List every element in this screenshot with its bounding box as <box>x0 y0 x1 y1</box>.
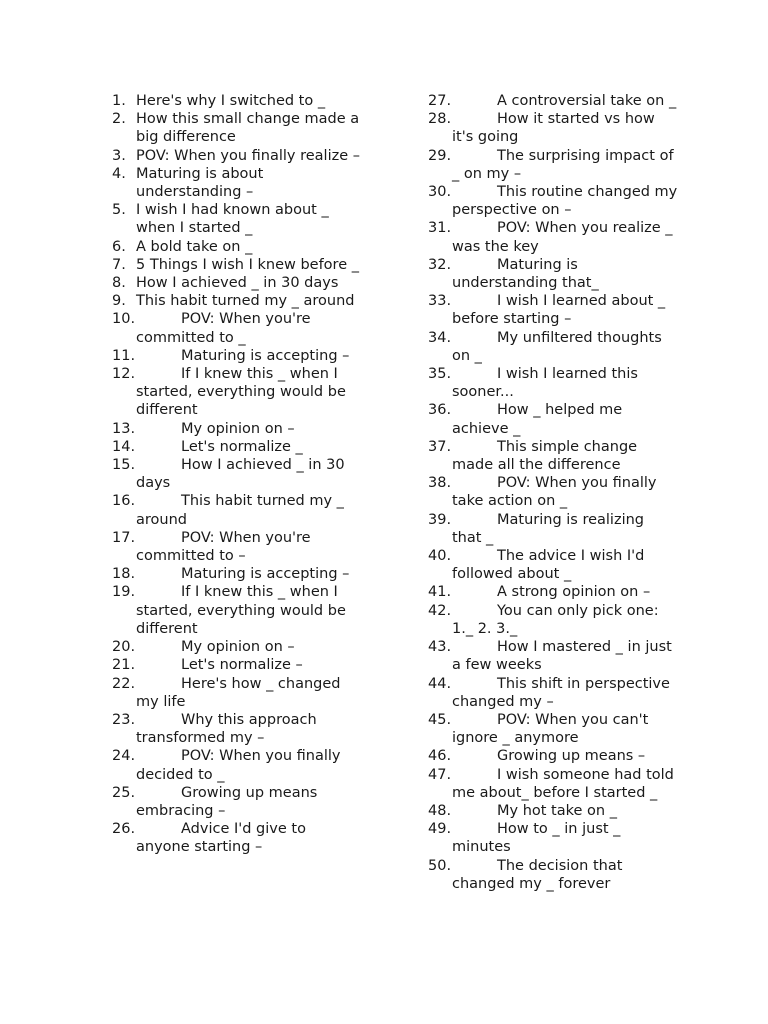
list-item <box>112 820 360 856</box>
list-item-number: 23. <box>112 711 136 728</box>
list-item-number: 29. <box>428 147 452 164</box>
list-item <box>428 329 678 365</box>
right-column-list <box>428 92 678 893</box>
list-item <box>112 310 360 346</box>
list-item-number: 50. <box>428 857 452 874</box>
list-item <box>112 492 360 528</box>
list-item-text: Advice I'd give to anyone starting – <box>136 821 306 856</box>
list-item-number: 13. <box>112 420 136 437</box>
list-item <box>112 456 360 492</box>
list-item-number: 22. <box>112 675 136 692</box>
list-item-number: 7. <box>112 256 126 273</box>
list-item-text: POV: When you finally decided to _ <box>136 748 341 783</box>
list-item-number: 39. <box>428 511 452 528</box>
list-item-text: I wish I had known about _ when I started _ <box>136 202 329 237</box>
list-item-number: 12. <box>112 366 136 383</box>
list-item-number: 3. <box>112 147 126 164</box>
list-item <box>428 110 678 146</box>
list-item <box>112 656 360 674</box>
list-item <box>428 92 678 110</box>
list-item-number: 30. <box>428 184 452 201</box>
list-item <box>112 565 360 583</box>
list-item <box>428 438 678 474</box>
list-item-number: 20. <box>112 639 136 656</box>
list-item-number: 21. <box>112 657 136 674</box>
list-item <box>112 675 360 711</box>
list-item-number: 34. <box>428 329 452 346</box>
list-item <box>428 802 678 820</box>
list-item-number: 37. <box>428 438 452 455</box>
list-item-text: Growing up means – <box>497 748 646 765</box>
list-item-number: 31. <box>428 220 452 237</box>
list-item-number: 44. <box>428 675 452 692</box>
list-item-text: I wish I learned this sooner... <box>452 366 638 401</box>
list-item-text: POV: When you finally take action on _ <box>452 475 657 510</box>
list-item-text: Here's how _ changed my life <box>136 675 341 710</box>
list-item-text: Maturing is accepting – <box>181 347 350 364</box>
list-item <box>112 110 360 146</box>
list-item <box>428 401 678 437</box>
list-item <box>112 201 360 237</box>
list-item <box>112 529 360 565</box>
list-item-number: 9. <box>112 293 126 310</box>
list-item-text: How I achieved _ in 30 days <box>136 275 339 292</box>
list-item-text: If I knew this _ when I started, everything would be different <box>136 366 346 419</box>
list-item-text: How this small change made a big difference <box>136 111 360 146</box>
list-item <box>112 420 360 438</box>
list-item <box>428 474 678 510</box>
list-item-text: POV: When you can't ignore _ anymore <box>452 711 649 747</box>
list-item-text: POV: When you're committed to _ <box>136 311 311 346</box>
list-item-number: 28. <box>428 111 452 128</box>
list-item-number: 38. <box>428 475 452 492</box>
list-item-number: 35. <box>428 366 452 383</box>
list-item <box>428 675 678 711</box>
list-item-text: This habit turned my _ around <box>136 493 344 528</box>
list-item-text: Maturing is about understanding – <box>136 165 264 201</box>
list-item <box>428 583 678 601</box>
list-item-text: My opinion on – <box>181 639 295 656</box>
list-item-text: Maturing is realizing that _ <box>452 511 644 546</box>
list-item <box>112 256 360 274</box>
list-item-number: 2. <box>112 111 126 128</box>
list-item-number: 48. <box>428 802 452 819</box>
list-item <box>428 857 678 893</box>
list-item-text: Here's why I switched to _ <box>136 93 326 109</box>
list-item-text: How I mastered _ in just a few weeks <box>452 639 672 674</box>
list-item-text: My opinion on – <box>181 420 295 437</box>
list-item <box>428 219 678 255</box>
list-item-number: 27. <box>428 93 452 109</box>
list-item <box>428 256 678 292</box>
list-item-number: 11. <box>112 347 136 364</box>
list-item-text: Growing up means embracing – <box>136 784 318 819</box>
list-item <box>428 602 678 638</box>
list-item-text: 5 Things I wish I knew before _ <box>136 256 359 273</box>
list-item-number: 47. <box>428 766 452 783</box>
list-item-number: 45. <box>428 711 452 728</box>
list-item <box>428 147 678 183</box>
list-item-text: POV: When you realize _ was the key <box>452 220 673 255</box>
list-item <box>112 238 360 256</box>
list-item-number: 33. <box>428 293 452 310</box>
list-item-text: I wish I learned about _ before starting – <box>452 293 666 328</box>
list-item-number: 16. <box>112 493 136 510</box>
list-item-text: The advice I wish I'd followed about _ <box>452 548 645 583</box>
list-item-text: Let's normalize – <box>181 657 303 674</box>
list-item-number: 4. <box>112 165 126 182</box>
list-item <box>112 365 360 420</box>
list-item-text: This routine changed my perspective on – <box>452 184 678 219</box>
list-item-number: 18. <box>112 566 136 583</box>
list-item-number: 8. <box>112 275 126 292</box>
list-item <box>428 511 678 547</box>
list-item-text: A bold take on _ <box>136 238 253 255</box>
list-item <box>112 347 360 365</box>
list-item-text: Let's normalize _ <box>181 438 303 455</box>
list-item-number: 36. <box>428 402 452 419</box>
list-item-text: You can only pick one: 1._ 2. 3._ <box>452 602 659 637</box>
list-item-text: The surprising impact of _ on my – <box>452 147 674 182</box>
list-item-number: 5. <box>112 202 126 219</box>
list-item <box>112 274 360 292</box>
list-item <box>428 711 678 747</box>
list-item-number: 14. <box>112 438 136 455</box>
list-item-text: This shift in perspective changed my – <box>452 675 670 710</box>
list-item-number: 46. <box>428 748 452 765</box>
list-item-text: My unfiltered thoughts on _ <box>452 329 662 364</box>
list-item-number: 26. <box>112 821 136 838</box>
list-item <box>428 292 678 328</box>
list-item-number: 17. <box>112 529 136 546</box>
list-item <box>112 784 360 820</box>
list-item-text: Maturing is understanding that_ <box>452 256 599 292</box>
list-item-number: 42. <box>428 602 452 619</box>
list-item <box>428 820 678 856</box>
left-column-list <box>112 92 360 857</box>
list-item <box>112 292 360 310</box>
list-item-number: 49. <box>428 821 452 838</box>
list-item-text: A strong opinion on – <box>497 584 651 601</box>
list-item-number: 40. <box>428 548 452 565</box>
list-item-text: This habit turned my _ around <box>136 293 355 310</box>
list-item-text: I wish someone had told me about_ before I started _ <box>452 766 674 801</box>
list-item-number: 10. <box>112 311 136 328</box>
list-item-text: My hot take on _ <box>497 802 617 819</box>
list-item-number: 15. <box>112 457 136 474</box>
list-item <box>428 638 678 674</box>
list-item-number: 43. <box>428 639 452 656</box>
list-item-text: A controversial take on _ <box>497 93 677 109</box>
list-item-number: 25. <box>112 784 136 801</box>
list-item <box>112 583 360 638</box>
list-item-number: 41. <box>428 584 452 601</box>
list-item-text: How I achieved _ in 30 days <box>136 457 345 492</box>
list-item <box>112 165 360 201</box>
list-item <box>112 747 360 783</box>
list-item-text: This simple change made all the difference <box>452 438 638 474</box>
list-item-text: The decision that changed my _ forever <box>452 857 623 892</box>
list-item <box>428 365 678 401</box>
list-item <box>112 147 360 165</box>
list-item <box>112 638 360 656</box>
list-item-number: 6. <box>112 238 126 255</box>
list-item-text: Why this approach transformed my – <box>136 711 317 747</box>
list-item <box>112 438 360 456</box>
list-item-number: 1. <box>112 93 126 109</box>
list-item-number: 24. <box>112 748 136 765</box>
list-item-text: How to _ in just _ minutes <box>452 821 621 856</box>
list-item-text: POV: When you're committed to – <box>136 529 311 565</box>
list-item-number: 32. <box>428 256 452 273</box>
list-item <box>428 183 678 219</box>
list-item <box>112 711 360 747</box>
list-item-number: 19. <box>112 584 136 601</box>
list-item-text: Maturing is accepting – <box>181 566 350 583</box>
list-item-text: How it started vs how it's going <box>452 111 655 146</box>
list-item-text: POV: When you finally realize – <box>136 147 360 164</box>
list-item <box>428 747 678 765</box>
list-item-text: How _ helped me achieve _ <box>452 402 623 437</box>
list-item <box>112 92 360 110</box>
list-item <box>428 547 678 583</box>
list-item-text: If I knew this _ when I started, everything would be different <box>136 584 346 637</box>
list-item <box>428 766 678 802</box>
